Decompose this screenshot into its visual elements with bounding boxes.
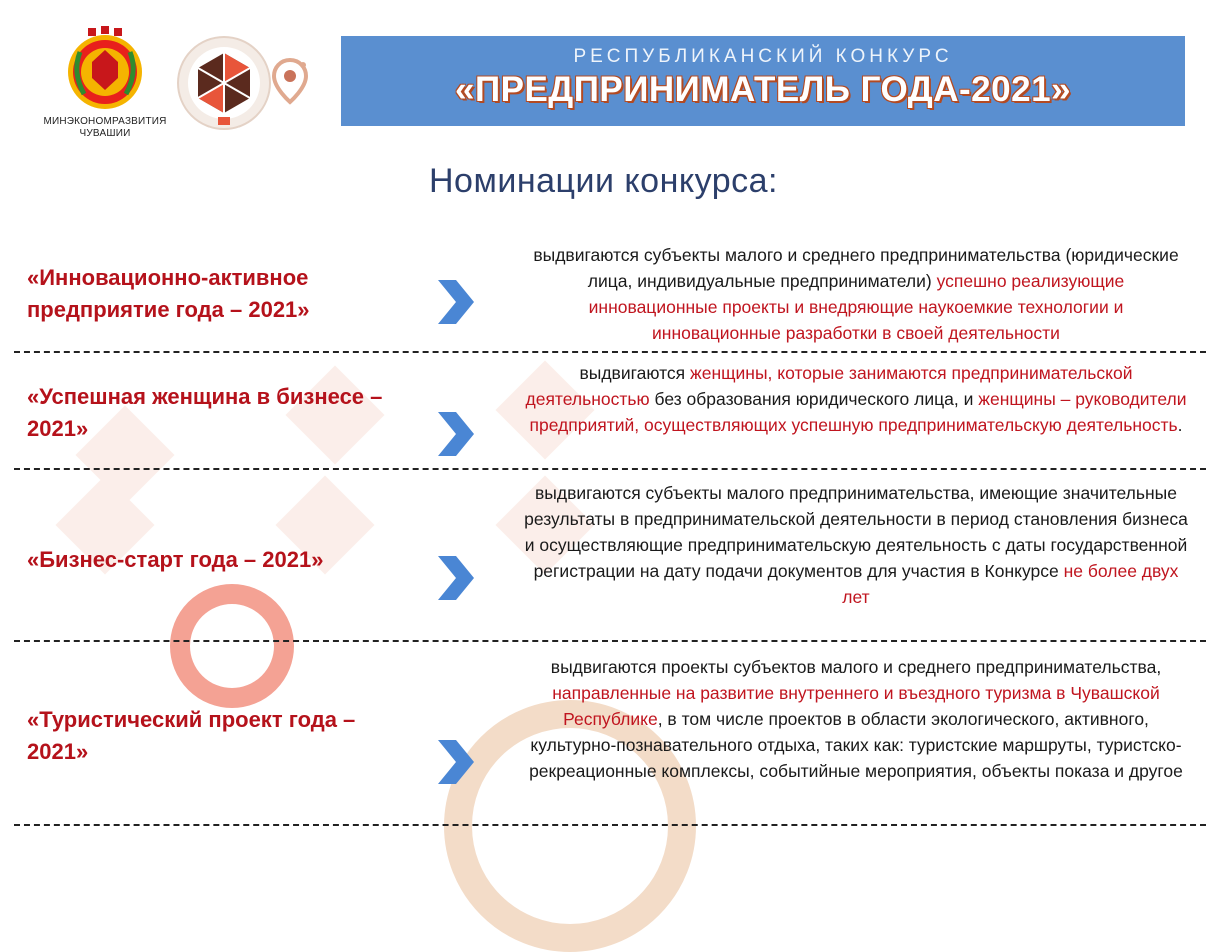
highlight-text: успешно реализующие инновационные проекты и внедряющие наукоемкие технологии и инновационные разработки в своей деятельности <box>588 271 1125 343</box>
description-text: . <box>1177 415 1183 435</box>
nomination-row <box>0 354 1207 466</box>
nomination-row <box>0 236 1207 348</box>
row-divider <box>14 468 1206 470</box>
ministry-caption: МИНЭКОНОМРАЗВИТИЯ ЧУВАШИИ <box>43 116 167 139</box>
highlight-text: не более двух лет <box>842 561 1179 607</box>
description-text: выдвигаются субъекты малого и среднего предпринимательства (юридические лица, индивидуальные предприниматели) <box>533 245 1179 291</box>
section-title: Номинации конкурса: <box>428 162 778 200</box>
nomination-description <box>524 654 1188 784</box>
chevron-right-icon <box>436 740 476 784</box>
highlight-text: женщины, которые занимаются предпринимательской деятельностью <box>525 363 1133 409</box>
chevron-right-icon <box>436 556 476 600</box>
nomination-title: «Инновационно-активное предприятие года – 2021» <box>27 265 310 322</box>
highlight-text: направленные на развитие внутреннего и въездного туризма в Чувашской Республике <box>552 683 1160 729</box>
row-divider <box>14 640 1206 642</box>
business-incubator-logo <box>176 28 272 143</box>
nomination-description <box>524 480 1188 610</box>
description-text: выдвигаются субъекты малого предпринимательства, имеющие значительные результаты в предпринимательской деятельности в период становления бизнеса и осуществляющие предпринимательскую деятельность с даты государственной регистрации на дату подачи документов для участия в Конкурсе <box>524 483 1188 581</box>
nomination-title: «Успешная женщина в бизнесе – 2021» <box>27 384 383 441</box>
nomination-description <box>524 242 1188 346</box>
description-text: выдвигаются проекты субъектов малого и среднего предпринимательства, <box>550 657 1162 677</box>
nomination-description <box>524 360 1188 438</box>
banner-subtitle: РЕСПУБЛИКАНСКИЙ КОНКУРС <box>573 46 953 67</box>
nomination-title: «Бизнес-старт года – 2021» <box>27 547 324 572</box>
description-text: выдвигаются <box>579 363 691 383</box>
highlight-text: женщины – руководители предприятий, осуществляющих успешную предпринимательскую деятельность <box>529 389 1187 435</box>
description-text: без образования юридического лица, и <box>649 389 979 409</box>
chevron-right-icon <box>436 412 476 456</box>
banner-title: «ПРЕДПРИНИМАТЕЛЬ ГОДА-2021» <box>454 70 1072 109</box>
location-pin-icon <box>270 56 310 106</box>
nomination-row <box>0 644 1207 822</box>
coat-of-arms-icon <box>60 22 150 112</box>
incubator-hexagon-icon <box>176 28 272 138</box>
row-divider <box>14 824 1206 826</box>
pin-logo <box>270 56 310 111</box>
nomination-title: «Туристический проект года – 2021» <box>27 707 356 764</box>
chevron-right-icon <box>436 280 476 324</box>
contest-banner <box>341 36 1185 126</box>
description-text: , в том числе проектов в области экологического, активного, культурно-познавательного отдыха, таких как: туристские маршруты, туристско-рекреационные комплексы, событийные мероприятия, объекты показа и другое <box>529 709 1183 781</box>
row-divider <box>14 351 1206 353</box>
nomination-row <box>0 472 1207 638</box>
ministry-logo <box>40 22 170 140</box>
